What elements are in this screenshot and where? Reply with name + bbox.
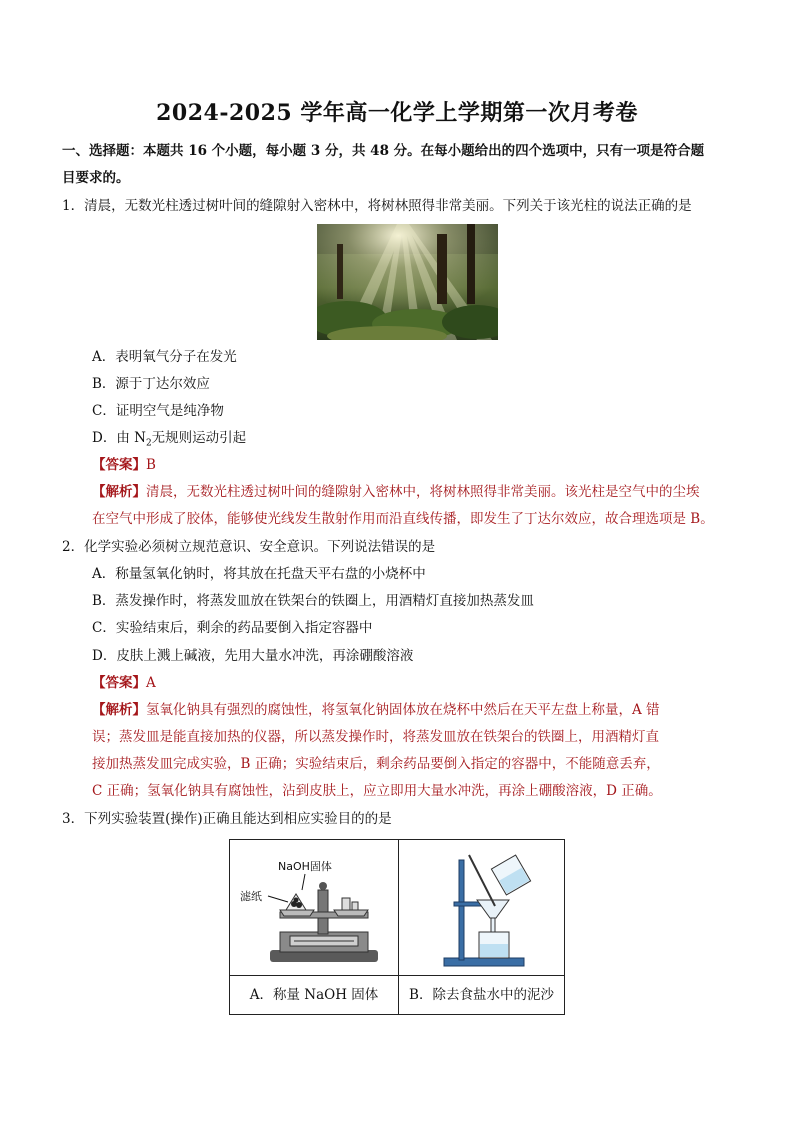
q1-explanation-line-2: 在空气中形成了胶体，能够使光线发生散射作用而沿直线传播，即发生了丁达尔效应，故合理选项是 B。 <box>92 511 714 527</box>
forest-light-photo <box>317 224 498 340</box>
q2-explanation-line-2: 误；蒸发皿是能直接加热的仪器，所以蒸发操作时，将蒸发皿放在铁架台的铁圈上，用酒精灯直 <box>92 729 659 745</box>
q1-answer-value: B <box>146 457 156 473</box>
q1-option-d <box>92 425 732 458</box>
q2-stem: 2．化学实验必须树立规范意识、安全意识。下列说法错误的是 <box>62 539 436 555</box>
page-title: 2024-2025 学年高一化学上学期第一次月考卷 <box>156 100 638 126</box>
figure-a-label-paper: 滤纸 <box>240 890 262 903</box>
q2-answer-tag: 【答案】 <box>92 675 146 691</box>
section-line-2: 目要求的。 <box>62 170 130 186</box>
section-heading <box>62 138 742 192</box>
q3-stem: 3．下列实验装置(操作)正确且能达到相应实验目的的是 <box>62 811 392 827</box>
q1-answer-tag: 【答案】 <box>92 457 146 473</box>
q1-option-a: A．表明氧气分子在发光 <box>92 349 237 365</box>
q1-explanation <box>92 479 732 533</box>
q1-option-d-sub: 2 <box>145 438 152 449</box>
caption-b: B．除去食盐水中的泥沙 <box>409 987 554 1003</box>
q1-option-c: C．证明空气是纯净物 <box>92 403 224 419</box>
q1-option-d-pre: D．由 N <box>92 430 146 446</box>
q1-option-b: B．源于丁达尔效应 <box>92 376 210 392</box>
figure-b-filtration <box>399 840 564 975</box>
q2-explanation-line-3: 接加热蒸发皿完成实验，B 正确；实验结束后，剩余药品要倒入指定的容器中，不能随意丢弃， <box>92 756 660 772</box>
q1-answer <box>92 452 156 479</box>
section-line-1: 一、选择题：本题共 16 个小题，每小题 3 分，共 48 分。在每小题给出的四个选项中，只有一项是符合题 <box>62 143 705 159</box>
figure-a-label-naoh: NaOH固体 <box>278 860 332 873</box>
q1-explanation-line-1: 清晨，无数光柱透过树叶间的缝隙射入密林中，将树林照得非常美丽。该光柱是空气中的尘埃 <box>146 484 700 500</box>
q2-explanation-line-4: C 正确；氢氧化钠具有腐蚀性，沾到皮肤上，应立即用大量水冲洗，再涂上硼酸溶液，D 正确。 <box>92 783 662 799</box>
figure-a-balance <box>230 840 399 975</box>
q1-stem: 1．清晨，无数光柱透过树叶间的缝隙射入密林中，将树林照得非常美丽。下列关于该光柱的说法正确的是 <box>62 198 692 214</box>
q2-option-b: B．蒸发操作时，将蒸发皿放在铁架台的铁圈上，用酒精灯直接加热蒸发皿 <box>92 593 534 609</box>
q2-option-a: A．称量氢氧化钠时，将其放在托盘天平右盘的小烧杯中 <box>92 566 426 582</box>
q2-explanation <box>92 697 732 805</box>
q2-answer-value: A <box>146 675 156 691</box>
caption-a: A．称量 NaOH 固体 <box>230 976 399 1015</box>
q1-option-d-post: 无规则运动引起 <box>151 430 247 446</box>
q2-option-d: D．皮肤上溅上碱液，先用大量水冲洗，再涂硼酸溶液 <box>92 648 414 664</box>
q3-caption-row <box>230 975 564 1015</box>
q1-explanation-tag: 【解析】 <box>92 484 146 500</box>
q2-explanation-line-1: 氢氧化钠具有强烈的腐蚀性，将氢氧化钠固体放在烧杯中然后在天平左盘上称量，A 错 <box>146 702 660 718</box>
q2-option-c: C．实验结束后，剩余的药品要倒入指定容器中 <box>92 620 373 636</box>
q2-answer <box>92 670 156 697</box>
q3-apparatus-table <box>229 839 565 1015</box>
q2-explanation-tag: 【解析】 <box>92 702 146 718</box>
